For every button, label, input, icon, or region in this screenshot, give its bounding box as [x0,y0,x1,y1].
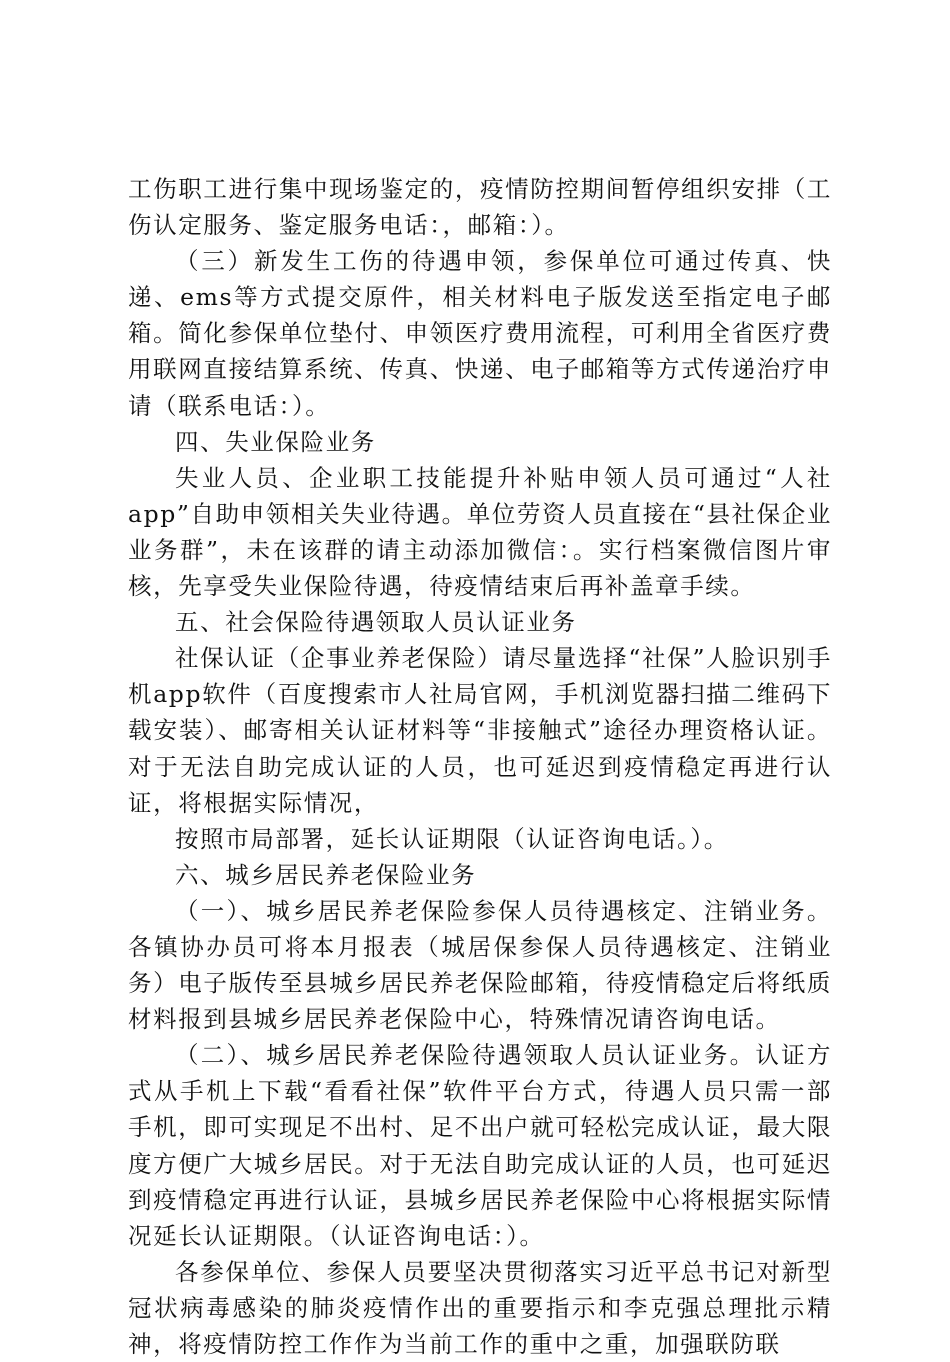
document-body [128,171,832,1362]
section-heading-resident-pension: 六、城乡居民养老保险业务 [175,860,477,889]
section-heading-benefit-certification: 五、社会保险待遇领取人员认证业务 [175,608,577,637]
paragraph-work-injury-appraisal: 工伤职工进行集中现场鉴定的，疫情防控期间暂停组织安排（工伤认定服务、鉴定服务电话：，邮箱：）。 [128,175,832,240]
section-heading-unemployment-insurance: 四、失业保险业务 [175,427,376,456]
paragraph-new-work-injury-benefits: （三）新发生工伤的待遇申领，参保单位可通过传真、快递、ems等方式提交原件，相关材料电子版发送至指定电子邮箱。简化参保单位垫付、申领医疗费用流程，可利用全省医疗费用联网直接结算系统、传真、快递、电子邮箱等方式传递治疗申请（联系电话：）。 [128,247,832,420]
paragraph-benefit-certification: 社保认证（企事业养老保险）请尽量选择“社保”人脸识别手机app软件（百度搜索市人社局官网，手机浏览器扫描二维码下载安装）、邮寄相关认证材料等“非接触式”途径办理资格认证。对于无法自助完成认证的人员，也可延迟到疫情稳定再进行认证，将根据实际情况， [128,644,832,817]
paragraph-unemployment-insurance: 失业人员、企业职工技能提升补贴申领人员可通过“人社app”自助申领相关失业待遇。单位劳资人员直接在“县社保企业业务群”，未在该群的请主动添加微信：。实行档案微信图片审核，先享受失业保险待遇，待疫情结束后再补盖章手续。 [128,463,832,601]
paragraph-resident-pension-verification: （一）、城乡居民养老保险参保人员待遇核定、注销业务。各镇协办员可将本月报表（城居保参保人员待遇核定、注销业务）电子版传至县城乡居民养老保险邮箱，待疫情稳定后将纸质材料报到县城乡居民养老保险中心，特殊情况请咨询电话。 [128,896,832,1034]
paragraph-closing-instructions: 各参保单位、参保人员要坚决贯彻落实习近平总书记对新型冠状病毒感染的肺炎疫情作出的重要指示和李克强总理批示精神，将疫情防控工作作为当前工作的重中之重，加强联防联 [128,1257,832,1358]
paragraph-certification-extension: 按照市局部署，延长认证期限（认证咨询电话。）。 [175,824,729,853]
paragraph-resident-pension-certification: （二）、城乡居民养老保险待遇领取人员认证业务。认证方式从手机上下载“看看社保”软件平台方式，待遇人员只需一部手机，即可实现足不出村、足不出户就可轻松完成认证，最大限度方便广大城乡居民。对于无法自助完成认证的人员，也可延迟到疫情稳定再进行认证，县城乡居民养老保险中心将根据实际情况延长认证期限。（认证咨询电话：）。 [128,1041,832,1250]
